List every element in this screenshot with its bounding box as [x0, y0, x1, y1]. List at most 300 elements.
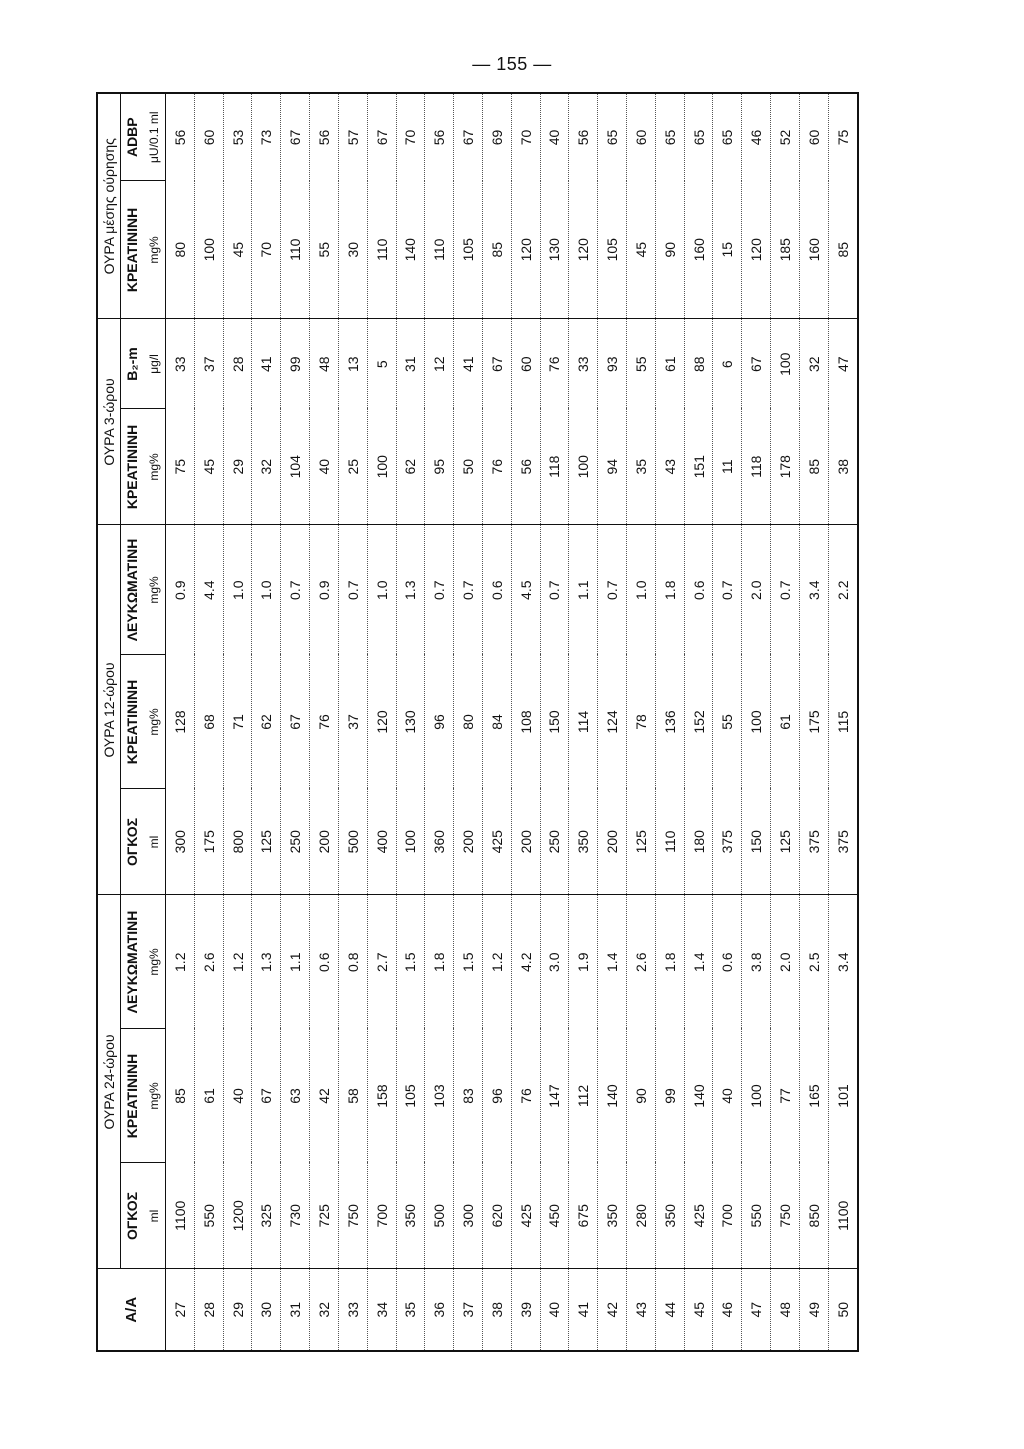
group-mid-stream: ΟΥΡΑ μέσης ούρησης — [97, 93, 121, 319]
table-cell: 93 — [598, 319, 627, 409]
table-cell: 0.6 — [310, 895, 339, 1029]
table-cell: 33 — [166, 319, 195, 409]
table-cell: 63 — [281, 1029, 310, 1163]
table-cell: 425 — [482, 789, 511, 895]
row-number: 34 — [367, 1269, 396, 1351]
row-number: 38 — [482, 1269, 511, 1351]
table-cell: 360 — [425, 789, 454, 895]
table-cell: 125 — [252, 789, 281, 895]
table-cell: 140 — [598, 1029, 627, 1163]
table-cell: 60 — [511, 319, 540, 409]
table-cell: 57 — [338, 93, 367, 181]
table-cell: 0.7 — [338, 525, 367, 655]
table-cell: 150 — [540, 655, 569, 789]
table-cell: 76 — [482, 409, 511, 525]
col-header: ΚΡΕΑΤΙΝΙΝΗ — [121, 1029, 144, 1163]
table-cell: 0.9 — [310, 525, 339, 655]
table-row — [454, 93, 483, 1351]
table-cell: 350 — [569, 789, 598, 895]
table-cell: 65 — [655, 93, 684, 181]
table-cell: 99 — [655, 1029, 684, 1163]
row-number: 42 — [598, 1269, 627, 1351]
table-cell: 56 — [511, 409, 540, 525]
table-cell: 175 — [799, 655, 828, 789]
table-cell: 68 — [194, 655, 223, 789]
table-cell: 108 — [511, 655, 540, 789]
table-cell: 280 — [627, 1163, 656, 1269]
row-number: 27 — [166, 1269, 195, 1351]
table-cell: 2.2 — [834, 580, 851, 600]
table-cell: 30 — [338, 181, 367, 319]
table-cell: 71 — [223, 655, 252, 789]
table-row — [569, 93, 598, 1351]
table-cell: 28 — [223, 319, 252, 409]
table-cell: 45 — [194, 409, 223, 525]
table-cell: 1.4 — [684, 895, 713, 1029]
table-row — [194, 93, 223, 1351]
table-row — [338, 93, 367, 1351]
table-cell: 128 — [166, 655, 195, 789]
table-cell: 62 — [252, 655, 281, 789]
table-cell: 32 — [252, 409, 281, 525]
table-cell: 31 — [396, 319, 425, 409]
table-cell: 1.1 — [569, 525, 598, 655]
table-cell: 200 — [511, 789, 540, 895]
table-cell: 75 — [834, 129, 851, 146]
row-number: 31 — [281, 1269, 310, 1351]
table-cell: 67 — [367, 93, 396, 181]
table-cell: 77 — [771, 1029, 800, 1163]
table-cell: 99 — [281, 319, 310, 409]
table-cell: 96 — [425, 655, 454, 789]
table-cell: 55 — [713, 655, 742, 789]
table-cell: 5 — [367, 319, 396, 409]
table-cell: 110 — [655, 789, 684, 895]
table-cell: 43 — [655, 409, 684, 525]
table-cell: 550 — [742, 1163, 771, 1269]
table-row — [627, 93, 656, 1351]
col-header: ΛΕΥΚΩΜΑΤΙΝΗ — [121, 525, 144, 655]
table-cell: 3.4 — [834, 952, 851, 972]
table-cell: 62 — [396, 409, 425, 525]
table-cell: 0.8 — [338, 895, 367, 1029]
table-cell: 103 — [425, 1029, 454, 1163]
col-unit: mg% — [143, 655, 166, 789]
table-cell: 250 — [281, 789, 310, 895]
table-cell: 730 — [281, 1163, 310, 1269]
table-cell: 65 — [684, 93, 713, 181]
table-cell: 850 — [799, 1163, 828, 1269]
table-cell: 1.2 — [223, 895, 252, 1029]
table-cell: 65 — [713, 93, 742, 181]
table-cell: 40 — [223, 1029, 252, 1163]
table-cell: 58 — [338, 1029, 367, 1163]
table-cell: 70 — [511, 93, 540, 181]
table-cell: 78 — [627, 655, 656, 789]
table-cell: 67 — [281, 655, 310, 789]
table-cell: 85 — [828, 181, 858, 319]
table-cell: 1.2 — [166, 895, 195, 1029]
table-cell: 75 — [166, 409, 195, 525]
table-cell: 47 — [834, 356, 851, 372]
table-cell: 76 — [540, 319, 569, 409]
table-cell: 4.4 — [194, 525, 223, 655]
table-cell: 40 — [713, 1029, 742, 1163]
table-cell: 500 — [425, 1163, 454, 1269]
table-cell: 160 — [684, 181, 713, 319]
table-cell: 100 — [569, 409, 598, 525]
table-cell: 150 — [742, 789, 771, 895]
table-cell: 375 — [799, 789, 828, 895]
table-cell: 300 — [166, 789, 195, 895]
table-cell: 46 — [742, 93, 771, 181]
table-cell: 1.0 — [367, 525, 396, 655]
table-cell: 1.0 — [627, 525, 656, 655]
table-cell: 90 — [627, 1029, 656, 1163]
col-unit: ml — [143, 789, 166, 895]
row-number: 43 — [627, 1269, 656, 1351]
table-cell: 67 — [482, 319, 511, 409]
table-cell: 725 — [310, 1163, 339, 1269]
table-cell: 1.3 — [396, 525, 425, 655]
col-unit: mg% — [143, 409, 166, 525]
row-number: 46 — [713, 1269, 742, 1351]
table-cell: 95 — [425, 409, 454, 525]
col-header: B₂-m — [121, 319, 144, 409]
table-cell: 61 — [194, 1029, 223, 1163]
table-cell: 1.5 — [396, 895, 425, 1029]
table-cell: 37 — [194, 319, 223, 409]
table-cell: 400 — [367, 789, 396, 895]
col-header: ΛΕΥΚΩΜΑΤΙΝΗ — [121, 895, 144, 1029]
table-cell: 3.0 — [540, 895, 569, 1029]
data-table — [96, 92, 859, 1352]
group-12h: ΟΥΡΑ 12-ώρου — [97, 525, 121, 895]
table-cell: 165 — [799, 1029, 828, 1163]
table-cell: 175 — [194, 789, 223, 895]
table-cell: 2.6 — [627, 895, 656, 1029]
table-row — [482, 93, 511, 1351]
row-number: 30 — [252, 1269, 281, 1351]
table-cell: 80 — [454, 655, 483, 789]
table-cell: 151 — [684, 409, 713, 525]
table-cell: 350 — [655, 1163, 684, 1269]
table-cell: 120 — [367, 655, 396, 789]
table-cell: 1.4 — [598, 895, 627, 1029]
table-cell: 0.7 — [771, 525, 800, 655]
table-row — [281, 93, 310, 1351]
table-cell: 350 — [598, 1163, 627, 1269]
table-cell: 100 — [367, 409, 396, 525]
col-unit: mg% — [143, 525, 166, 655]
table-cell: 56 — [310, 93, 339, 181]
page-number: — 155 — — [472, 54, 552, 74]
table-cell: 140 — [396, 181, 425, 319]
table-cell: 1100 — [166, 1163, 195, 1269]
table-cell: 800 — [223, 789, 252, 895]
table-cell: 55 — [310, 181, 339, 319]
table-cell: 56 — [166, 93, 195, 181]
table-cell: 56 — [425, 93, 454, 181]
table-cell: 88 — [684, 319, 713, 409]
table-cell: 120 — [569, 181, 598, 319]
table-row — [166, 93, 195, 1351]
table-cell: 2.0 — [742, 525, 771, 655]
table-cell: 300 — [454, 1163, 483, 1269]
table-cell: 750 — [338, 1163, 367, 1269]
table-cell: 550 — [194, 1163, 223, 1269]
table-cell: 12 — [425, 319, 454, 409]
row-number: 48 — [771, 1269, 800, 1351]
table-cell: 1.0 — [223, 525, 252, 655]
row-number: 28 — [194, 1269, 223, 1351]
table-cell: 675 — [569, 1163, 598, 1269]
table-cell: 56 — [569, 93, 598, 181]
group-header-row — [97, 93, 121, 1351]
table-cell: 152 — [684, 655, 713, 789]
table-cell: 114 — [569, 655, 598, 789]
table-cell: 136 — [655, 655, 684, 789]
table-cell: 158 — [367, 1029, 396, 1163]
table-cell: 60 — [627, 93, 656, 181]
table-cell: 110 — [425, 181, 454, 319]
col-header: ΚΡΕΑΤΙΝΙΝΗ — [121, 409, 144, 525]
table-row — [540, 93, 569, 1351]
group-24h: ΟΥΡΑ 24-ώρου — [97, 895, 121, 1269]
col-header: ADBP — [121, 93, 144, 181]
col-unit: μg/l — [143, 319, 166, 409]
row-number: 39 — [511, 1269, 540, 1351]
table-cell: 70 — [396, 93, 425, 181]
row-number: 37 — [454, 1269, 483, 1351]
table-cell: 69 — [482, 93, 511, 181]
table-cell: 160 — [799, 181, 828, 319]
row-number: 45 — [684, 1269, 713, 1351]
table-cell: 147 — [540, 1029, 569, 1163]
table-cell: 118 — [742, 409, 771, 525]
table-cell: 61 — [655, 319, 684, 409]
table-cell: 375 — [713, 789, 742, 895]
table-cell: 40 — [310, 409, 339, 525]
row-number: 47 — [742, 1269, 771, 1351]
table-row — [252, 93, 281, 1351]
col-header: ΟΓΚΟΣ — [124, 1191, 140, 1241]
table-cell: 45 — [223, 181, 252, 319]
row-number: 33 — [338, 1269, 367, 1351]
table-cell: 52 — [771, 93, 800, 181]
table-cell: 67 — [742, 319, 771, 409]
table-cell: 84 — [482, 655, 511, 789]
table-cell: 2.6 — [194, 895, 223, 1029]
table-cell: 118 — [540, 409, 569, 525]
table-cell: 3.4 — [799, 525, 828, 655]
table-row — [684, 93, 713, 1351]
rotated-table-container — [96, 94, 859, 1352]
table-cell: 500 — [338, 789, 367, 895]
table-cell: 100 — [396, 789, 425, 895]
table-row — [828, 93, 858, 1351]
table-cell: 700 — [713, 1163, 742, 1269]
table-row — [655, 93, 684, 1351]
table-cell: 4.2 — [511, 895, 540, 1029]
column-header-row — [121, 93, 144, 1351]
table-cell: 2.5 — [799, 895, 828, 1029]
table-cell: 85 — [482, 181, 511, 319]
table-cell: 1.8 — [425, 895, 454, 1029]
header-aa: Α/Α — [97, 1269, 166, 1351]
table-cell: 85 — [166, 1029, 195, 1163]
table-cell: 1.8 — [655, 525, 684, 655]
table-cell: 73 — [252, 93, 281, 181]
table-row — [367, 93, 396, 1351]
col-header: ΚΡΕΑΤΙΝΙΝΗ — [121, 655, 144, 789]
table-cell: 13 — [338, 319, 367, 409]
col-header: ΟΓΚΟΣ — [121, 789, 144, 895]
table-row — [223, 93, 252, 1351]
table-cell: 53 — [223, 93, 252, 181]
table-row — [425, 93, 454, 1351]
col-unit: μU/0.1 ml — [143, 93, 166, 181]
table-cell: 140 — [684, 1029, 713, 1163]
table-cell: 0.7 — [540, 525, 569, 655]
table-cell: 3.8 — [742, 895, 771, 1029]
table-cell: 1.2 — [482, 895, 511, 1029]
table-cell: 200 — [454, 789, 483, 895]
row-number: 41 — [569, 1269, 598, 1351]
table-cell: 200 — [598, 789, 627, 895]
table-cell: 55 — [627, 319, 656, 409]
table-cell: 104 — [281, 409, 310, 525]
table-cell: 90 — [655, 181, 684, 319]
table-cell: 1.1 — [281, 895, 310, 1029]
table-cell: 2.7 — [367, 895, 396, 1029]
table-row — [511, 93, 540, 1351]
table-cell: 112 — [569, 1029, 598, 1163]
table-cell: 67 — [454, 93, 483, 181]
table-cell: 76 — [310, 655, 339, 789]
table-row — [771, 93, 800, 1351]
table-cell: 32 — [799, 319, 828, 409]
table-cell: 60 — [194, 93, 223, 181]
table-cell: 61 — [771, 655, 800, 789]
table-cell: 76 — [511, 1029, 540, 1163]
table-cell: 38 — [828, 409, 858, 525]
table-cell: 125 — [627, 789, 656, 895]
table-cell: 45 — [627, 181, 656, 319]
table-cell: 200 — [310, 789, 339, 895]
col-unit: mg% — [143, 895, 166, 1029]
table-cell: 105 — [454, 181, 483, 319]
col-unit: mg% — [143, 1029, 166, 1163]
table-cell: 29 — [223, 409, 252, 525]
table-cell: 180 — [684, 789, 713, 895]
table-cell: 120 — [511, 181, 540, 319]
table-cell: 185 — [771, 181, 800, 319]
table-cell: 42 — [310, 1029, 339, 1163]
table-cell: 0.6 — [482, 525, 511, 655]
table-cell: 178 — [771, 409, 800, 525]
table-cell: 1.3 — [252, 895, 281, 1029]
table-cell: 85 — [799, 409, 828, 525]
row-number: 44 — [655, 1269, 684, 1351]
table-cell: 100 — [194, 181, 223, 319]
table-row — [598, 93, 627, 1351]
table-cell: 1100 — [834, 1200, 851, 1231]
table-row — [396, 93, 425, 1351]
table-cell: 0.7 — [713, 525, 742, 655]
table-cell: 80 — [166, 181, 195, 319]
table-cell: 41 — [252, 319, 281, 409]
table-cell: 15 — [713, 181, 742, 319]
table-cell: 67 — [281, 93, 310, 181]
table-row — [310, 93, 339, 1351]
table-cell: 70 — [252, 181, 281, 319]
table-cell: 350 — [396, 1163, 425, 1269]
table-row — [713, 93, 742, 1351]
table-cell: 100 — [742, 655, 771, 789]
table-cell: 60 — [799, 93, 828, 181]
table-cell: 250 — [540, 789, 569, 895]
table-cell: 130 — [396, 655, 425, 789]
table-cell: 40 — [540, 93, 569, 181]
table-cell: 425 — [511, 1163, 540, 1269]
table-cell: 450 — [540, 1163, 569, 1269]
table-cell: 67 — [252, 1029, 281, 1163]
row-number: 40 — [540, 1269, 569, 1351]
table-cell: 124 — [598, 655, 627, 789]
table-cell: 4.5 — [511, 525, 540, 655]
table-cell: 83 — [454, 1029, 483, 1163]
table-cell: 37 — [338, 655, 367, 789]
table-cell: 2.0 — [771, 895, 800, 1029]
table-cell: 125 — [771, 789, 800, 895]
table-cell: 425 — [684, 1163, 713, 1269]
table-cell: 0.6 — [713, 895, 742, 1029]
table-cell: 11 — [713, 409, 742, 525]
table-cell: 110 — [367, 181, 396, 319]
table-cell: 96 — [482, 1029, 511, 1163]
col-header: ΚΡΕΑΤΙΝΙΝΗ — [121, 181, 144, 319]
table-cell: 0.6 — [684, 525, 713, 655]
table-cell: 41 — [454, 319, 483, 409]
table-cell: 1.9 — [569, 895, 598, 1029]
table-cell: 0.7 — [425, 525, 454, 655]
table-cell: 120 — [742, 181, 771, 319]
table-cell: 35 — [627, 409, 656, 525]
table-cell: 33 — [569, 319, 598, 409]
table-cell: 1.5 — [454, 895, 483, 1029]
table-cell: 0.7 — [454, 525, 483, 655]
table-cell: 94 — [598, 409, 627, 525]
table-cell: 65 — [598, 93, 627, 181]
col-unit: mg% — [143, 181, 166, 319]
row-number: 49 — [799, 1269, 828, 1351]
group-3h: ΟΥΡΑ 3-ώρου — [97, 319, 121, 525]
row-number: 50 — [828, 1269, 858, 1351]
table-cell: 620 — [482, 1163, 511, 1269]
table-cell: 101 — [834, 1084, 851, 1108]
unit-row — [143, 93, 166, 1351]
table-cell: 1.0 — [252, 525, 281, 655]
table-cell: 130 — [540, 181, 569, 319]
col-unit: ml — [143, 1163, 166, 1269]
row-number: 36 — [425, 1269, 454, 1351]
table-cell: 25 — [338, 409, 367, 525]
row-number: 29 — [223, 1269, 252, 1351]
table-cell: 0.9 — [166, 525, 195, 655]
table-cell: 0.7 — [598, 525, 627, 655]
table-cell: 6 — [713, 319, 742, 409]
